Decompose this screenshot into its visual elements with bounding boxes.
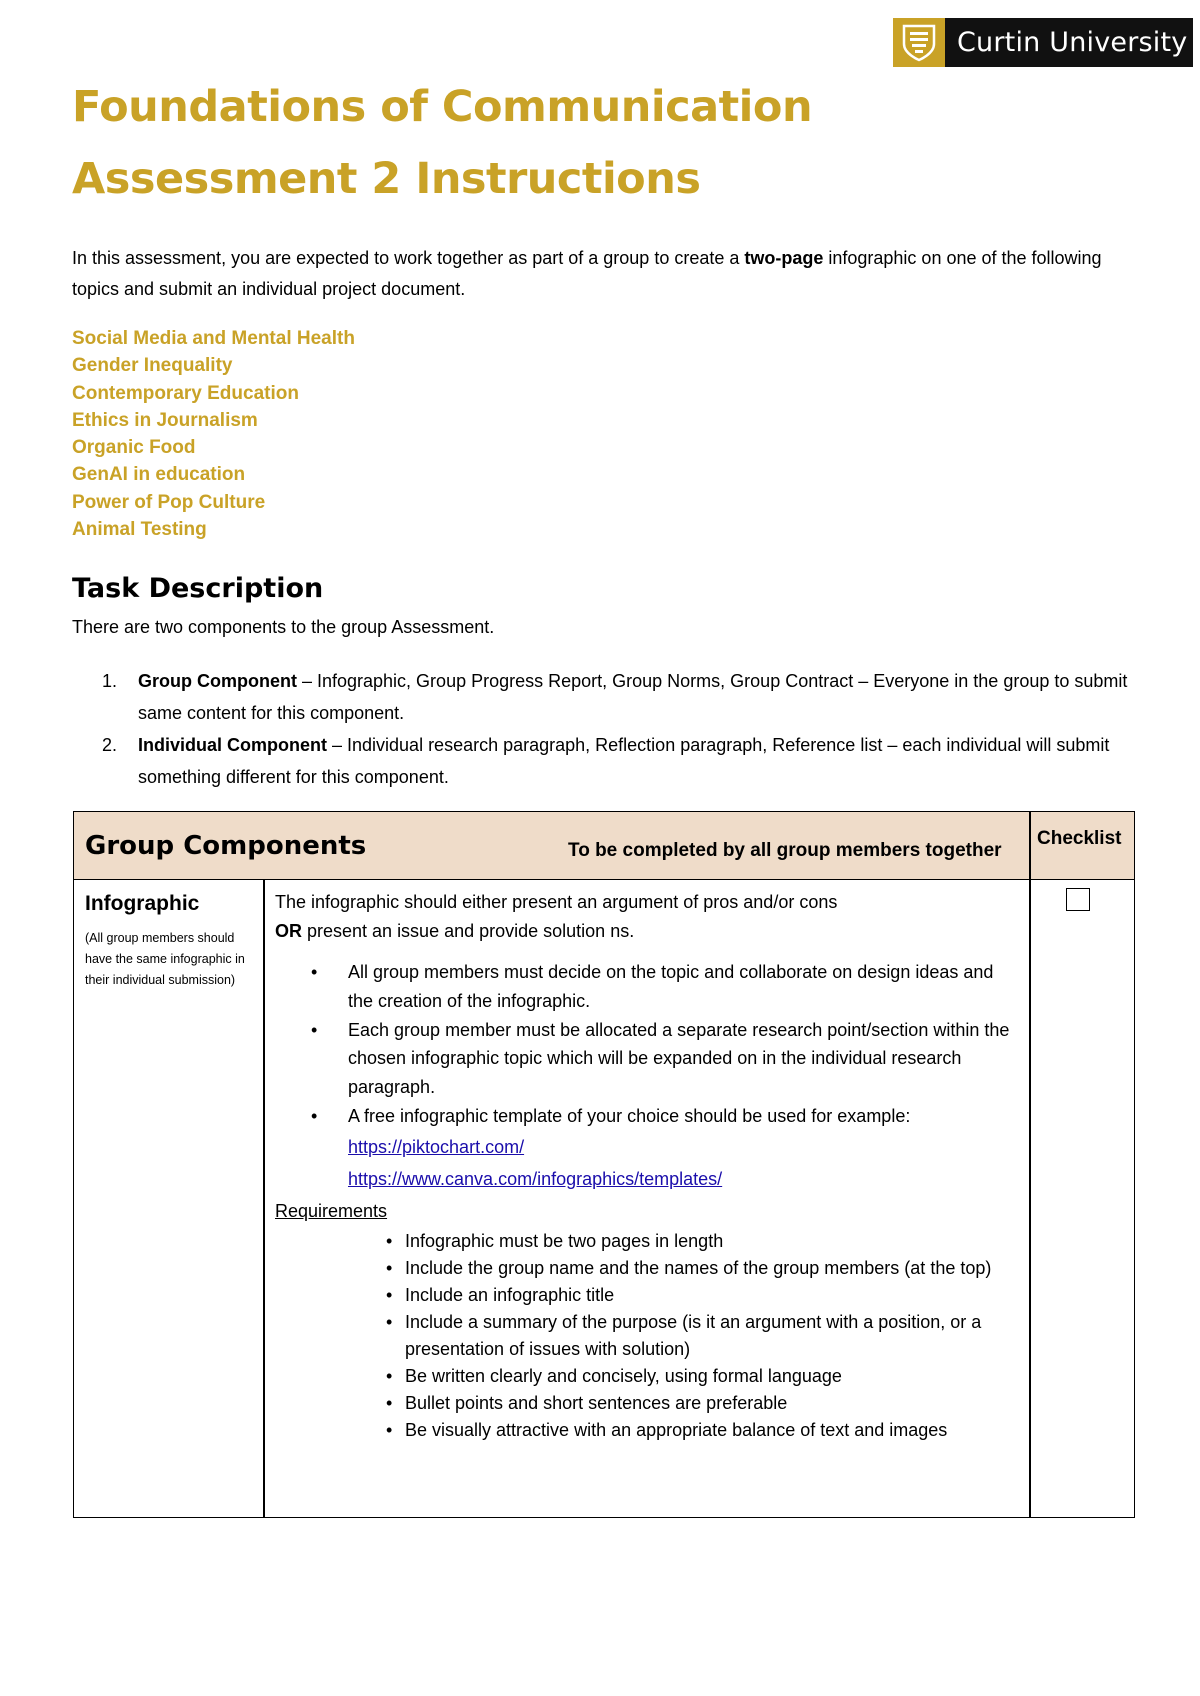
requirements-list bbox=[275, 1228, 1020, 1444]
infographic-bullets bbox=[275, 958, 1020, 1131]
intro-text-start: In this assessment, you are expected to work together as part of a group to create a bbox=[72, 248, 745, 268]
component-list bbox=[72, 665, 1142, 793]
list-item: • Each group member must be allocated a separate research point/section within the chosen infographic topic which will be expanded on in the individual research paragraph. bbox=[275, 1016, 1020, 1102]
row-content-cell bbox=[275, 888, 1020, 1444]
topic-item: Animal Testing bbox=[72, 519, 207, 541]
component-item-individual bbox=[72, 729, 1142, 793]
component-text: – Individual research paragraph, Reflection paragraph, Reference list – each individual will submit something different for this component. bbox=[138, 735, 1110, 787]
component-text: – Infographic, Group Progress Report, Group Norms, Group Contract – Everyone in the group to submit same content for this component. bbox=[138, 671, 1128, 723]
piktochart-link[interactable]: https://piktochart.com/ bbox=[348, 1136, 525, 1157]
component-name: Group Component bbox=[138, 671, 297, 691]
row-note: (All group members should have the same infographic in their individual submission) bbox=[85, 931, 245, 987]
topic-item: GenAI in education bbox=[72, 464, 246, 486]
list-number: 2. bbox=[102, 735, 118, 755]
content-line-2 bbox=[275, 917, 1020, 946]
group-components-table bbox=[73, 811, 1135, 1518]
table-header-subtitle: To be completed by all group members together bbox=[568, 840, 1002, 861]
canva-link[interactable]: https://www.canva.com/infographics/templates/ bbox=[348, 1168, 723, 1189]
curtin-logo bbox=[893, 18, 1193, 67]
intro-bold: two-page bbox=[744, 248, 824, 268]
column-divider bbox=[1029, 812, 1031, 1517]
list-item: • Bullet points and short sentences are preferable bbox=[275, 1390, 1020, 1417]
page-title-line-2: Assessment 2 Instructions bbox=[72, 154, 701, 204]
topic-item: Power of Pop Culture bbox=[72, 491, 266, 513]
list-item: • Include the group name and the names of the group members (at the top) bbox=[275, 1255, 1020, 1282]
template-links bbox=[275, 1131, 1020, 1195]
topic-item: Ethics in Journalism bbox=[72, 409, 258, 431]
list-item: • All group members must decide on the topic and collaborate on design ideas and the creation of the infographic. bbox=[275, 958, 1020, 1016]
or-bold: OR bbox=[275, 921, 302, 941]
table-header-title: Group Components bbox=[85, 831, 367, 861]
intro-text-end: infographic on one of the following topics and submit an individual project document. bbox=[72, 248, 1102, 299]
list-item: • Be visually attractive with an appropriate balance of text and images bbox=[275, 1417, 1020, 1444]
component-name: Individual Component bbox=[138, 735, 327, 755]
content-line-2-rest: present an issue and provide solution ns. bbox=[302, 921, 635, 941]
task-intro: There are two components to the group Assessment. bbox=[72, 617, 495, 637]
component-item-group bbox=[72, 665, 1142, 729]
requirements-label: Requirements bbox=[275, 1200, 388, 1221]
intro-paragraph bbox=[72, 243, 1132, 305]
topic-list bbox=[72, 325, 355, 543]
row-label-cell bbox=[85, 892, 255, 991]
list-number: 1. bbox=[102, 671, 118, 691]
checklist-header: Checklist bbox=[1037, 828, 1122, 849]
topic-item: Gender Inequality bbox=[72, 355, 233, 377]
column-divider bbox=[263, 880, 265, 1517]
content-line-1: The infographic should either present an argument of pros and/or cons bbox=[275, 892, 838, 912]
logo-wordmark: Curtin University bbox=[945, 18, 1193, 67]
table-header bbox=[74, 812, 1134, 880]
topic-item: Organic Food bbox=[72, 437, 196, 459]
list-item: • Infographic must be two pages in length bbox=[275, 1228, 1020, 1255]
shield-crest-icon bbox=[893, 18, 945, 67]
task-description-heading: Task Description bbox=[72, 573, 324, 604]
topic-item: Contemporary Education bbox=[72, 382, 299, 404]
checklist-checkbox[interactable] bbox=[1066, 888, 1090, 911]
list-item: • Include an infographic title bbox=[275, 1282, 1020, 1309]
topic-item: Social Media and Mental Health bbox=[72, 328, 355, 349]
list-item: • Be written clearly and concisely, using formal language bbox=[275, 1363, 1020, 1390]
page-title-line-1: Foundations of Communication bbox=[72, 82, 813, 132]
list-item: • A free infographic template of your choice should be used for example: bbox=[275, 1102, 1020, 1131]
row-name: Infographic bbox=[85, 892, 200, 915]
list-item: • Include a summary of the purpose (is it an argument with a position, or a presentation of issues with solution) bbox=[275, 1309, 1020, 1363]
